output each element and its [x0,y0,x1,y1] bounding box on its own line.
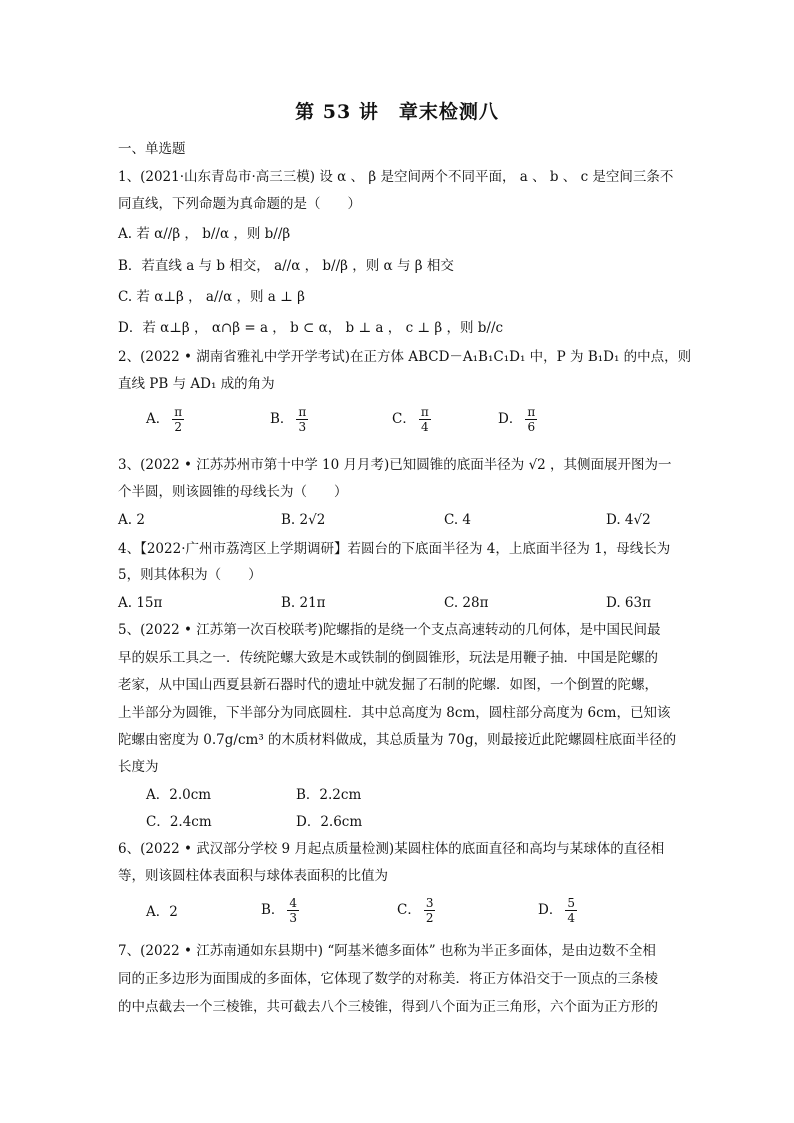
fraction: $\frac{3}{2}$ [425,896,434,925]
q2-option-b [270,405,308,434]
option-label: C． [397,902,421,918]
q1-stem-line1: 1、(2021·山东青岛市·高三三模) 设 α 、 β 是空间两个不同平面， a 、 b 、 c 是空间三条不 [118,169,674,185]
q5-option-c: C．2.4cm [146,814,212,830]
q2-option-a [146,405,184,434]
fraction: $\frac{4}{3}$ [289,896,298,925]
q5-option-b: B．2.2cm [296,787,362,803]
page-title: 第 53 讲 章末检测八 [295,101,499,123]
q4-option-d: D. 63π [606,595,651,611]
q4-option-c: C. 28π [444,595,489,611]
fraction: $\frac{\pi}{4}$ [420,405,429,434]
q5-stem-line4: 上半部分为圆锥，下半部分为同底圆柱．其中总高度为 8cm，圆柱部分高度为 6cm，已知该 [118,705,671,721]
q5-stem-line6: 长度为 [118,759,159,775]
q4-stem-line2: 5，则其体积为（ ） [118,567,262,583]
q5-stem-line3: 老家，从中国山西夏县新石器时代的遗址中就发掘了石制的陀螺．如图，一个倒置的陀螺， [118,677,658,693]
option-label: D． [498,411,523,427]
fraction: $\frac{\pi}{6}$ [527,405,536,434]
fraction: $\frac{5}{4}$ [567,896,575,925]
q7-stem-line1: 7、(2022 • 江苏南通如东县期中) “阿基米德多面体” 也称为半正多面体，是由边数不全相 [118,943,656,959]
q2-option-c [392,405,431,434]
q1-option-d: D．若 α⊥β ， α∩β = a ， b ⊂ α， b ⊥ a ， c ⊥ β ，则 b//c [118,320,504,336]
q1-stem-line2: 同直线，下列命题为真命题的是（ ） [118,196,361,212]
section-heading: 一、单选题 [118,141,186,157]
fraction: $\frac{\pi}{2}$ [174,405,183,434]
q6-stem-line1: 6、(2022 • 武汉部分学校 9 月起点质量检测)某圆柱体的底面直径和高均与某球体的直径相 [118,841,665,857]
q5-stem-line5: 陀螺由密度为 0.7g/cm³ 的木质材料做成，其总质量为 70g，则最接近此陀螺圆柱底面半径的 [118,732,677,748]
q3-stem-line1: 3、(2022 • 江苏苏州市第十中学 10 月月考)已知圆锥的底面半径为 √2 ，其侧面展开图为一 [118,457,672,473]
q4-option-a: A. 15π [118,595,163,611]
q1-option-c: C. 若 α⊥β ， a//α ，则 a ⊥ β [118,289,305,305]
option-label: A． [146,411,170,427]
q5-stem-line1: 5、(2022 • 江苏第一次百校联考)陀螺指的是绕一个支点高速转动的几何体，是中国民间最 [118,622,661,638]
q2-option-d [498,405,537,434]
fraction: $\frac{\pi}{3}$ [298,405,307,434]
q5-stem-line2: 早的娱乐工具之一．传统陀螺大致是木或铁制的倒圆锥形，玩法是用鞭子抽．中国是陀螺的 [118,650,658,666]
option-label: B． [270,411,294,427]
q6-option-b [261,896,299,925]
option-label: D． [538,902,563,918]
q7-stem-line2: 同的正多边形为面围成的多面体，它体现了数学的对称美．将正方体沿交于一顶点的三条棱 [118,971,658,987]
q6-stem-line2: 等，则该圆柱体表面积与球体表面积的比值为 [118,868,388,884]
q3-option-a: A. 2 [118,512,145,528]
q3-stem-line2: 个半圆，则该圆锥的母线长为（ ） [118,484,348,500]
q2-stem-line1: 2、(2022 • 湖南省雅礼中学开学考试)在正方体 ABCD－A₁B₁C₁D₁ 中，P 为 B₁D₁ 的中点，则 [118,349,692,365]
q1-option-a: A. 若 α//β ， b//α ，则 b//β [118,226,291,242]
q5-option-a: A．2.0cm [146,787,212,803]
q6-option-d [538,896,577,925]
q3-option-d: D. 4√2 [606,512,651,528]
q4-option-b: B. 21π [281,595,326,611]
q2-stem-line2: 直线 PB 与 AD₁ 成的角为 [118,376,275,392]
q1-option-b: B．若直线 a 与 b 相交， a//α ， b//β ，则 α 与 β 相交 [118,258,454,274]
q6-option-c [397,896,435,925]
q4-stem-line1: 4、【2022·广州市荔湾区上学期调研】若圆台的下底面半径为 4，上底面半径为 1，母线长为 [118,541,671,557]
q5-option-d: D．2.6cm [296,814,363,830]
q3-option-b: B. 2√2 [281,512,326,528]
q7-stem-line3: 的中点截去一个三棱锥，共可截去八个三棱锥，得到八个面为正三角形，六个面为正方形的 [118,999,658,1015]
option-label: B． [261,902,285,918]
q3-option-c: C. 4 [444,512,472,528]
q6-option-a: A．2 [146,904,178,920]
option-label: C． [392,411,416,427]
